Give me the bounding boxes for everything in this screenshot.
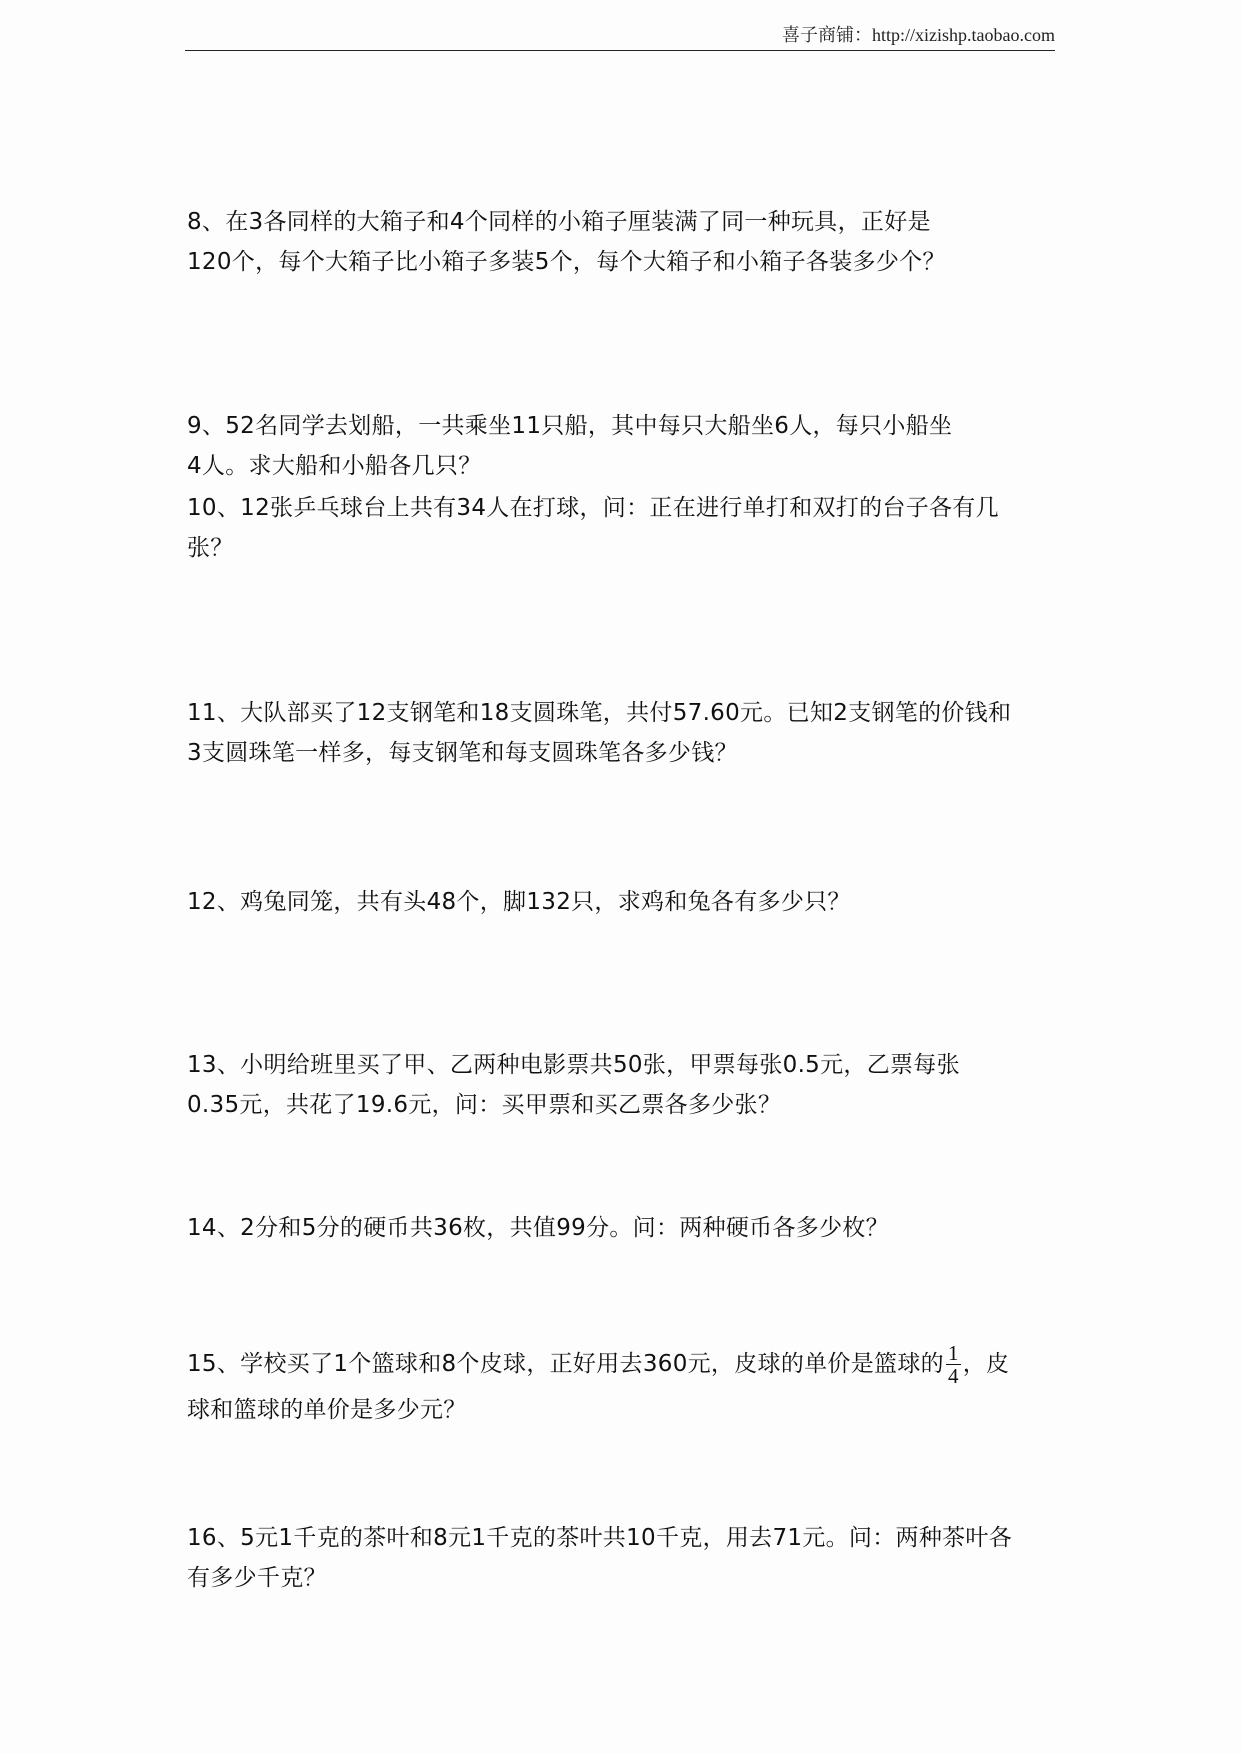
question-13 (187, 1045, 1057, 1125)
fraction (946, 1342, 961, 1387)
question-line: 8、在3各同样的大箱子和4个同样的小箱子厘装满了同一种玩具，正好是 (187, 209, 931, 235)
question-line: 16、5元1千克的茶叶和8元1千克的茶叶共10千克，用去71元。问：两种茶叶各 (187, 1525, 1013, 1551)
page-header (185, 18, 1055, 51)
question-line: 9、52名同学去划船，一共乘坐11只船，其中每只大船坐6人，每只小船坐 (187, 413, 953, 439)
question-line: 11、大队部买了12支钢笔和18支圆珠笔，共付57.60元。已知2支钢笔的价钱和 (187, 700, 1012, 726)
question-line: 14、2分和5分的硬币共36枚，共值99分。问：两种硬币各多少枚？ (187, 1215, 889, 1241)
question-line: 张？ (187, 535, 234, 561)
question-11 (187, 693, 1057, 773)
question-line: 球和篮球的单价是多少元？ (187, 1397, 467, 1423)
question-8 (187, 202, 1057, 282)
question-line: 0.35元，共花了19.6元，问：买甲票和买乙票各多少张？ (187, 1092, 782, 1118)
fraction-denominator: 4 (947, 1364, 959, 1388)
question-line: 4人。求大船和小船各几只？ (187, 453, 482, 479)
fraction-numerator: 1 (947, 1341, 959, 1365)
question-text: 15、学校买了1个篮球和8个皮球，正好用去360元，皮球的单价是篮球的 (187, 1351, 944, 1377)
question-line: 有多少千克？ (187, 1565, 327, 1591)
question-line: 3支圆珠笔一样多，每支钢笔和每支圆珠笔各多少钱？ (187, 740, 738, 766)
question-line (187, 1338, 1057, 1390)
question-line: 120个，每个大箱子比小箱子多装5个，每个大箱子和小箱子各装多少个？ (187, 249, 946, 275)
question-14 (187, 1208, 1057, 1248)
question-12 (187, 882, 1057, 922)
question-line: 10、12张乒乓球台上共有34人在打球，问：正在进行单打和双打的台子各有几 (187, 495, 999, 521)
question-16 (187, 1518, 1057, 1598)
question-line: 13、小明给班里买了甲、乙两种电影票共50张，甲票每张0.5元，乙票每张 (187, 1052, 960, 1078)
question-10 (187, 488, 1057, 568)
question-line: 12、鸡兔同笼，共有头48个，脚132只，求鸡和兔各有多少只？ (187, 889, 851, 915)
question-9 (187, 406, 1057, 486)
header-shop-text: 喜子商铺：http://xizishp.taobao.com (782, 25, 1055, 45)
question-15 (187, 1338, 1057, 1430)
question-text: ，皮 (962, 1351, 1010, 1377)
